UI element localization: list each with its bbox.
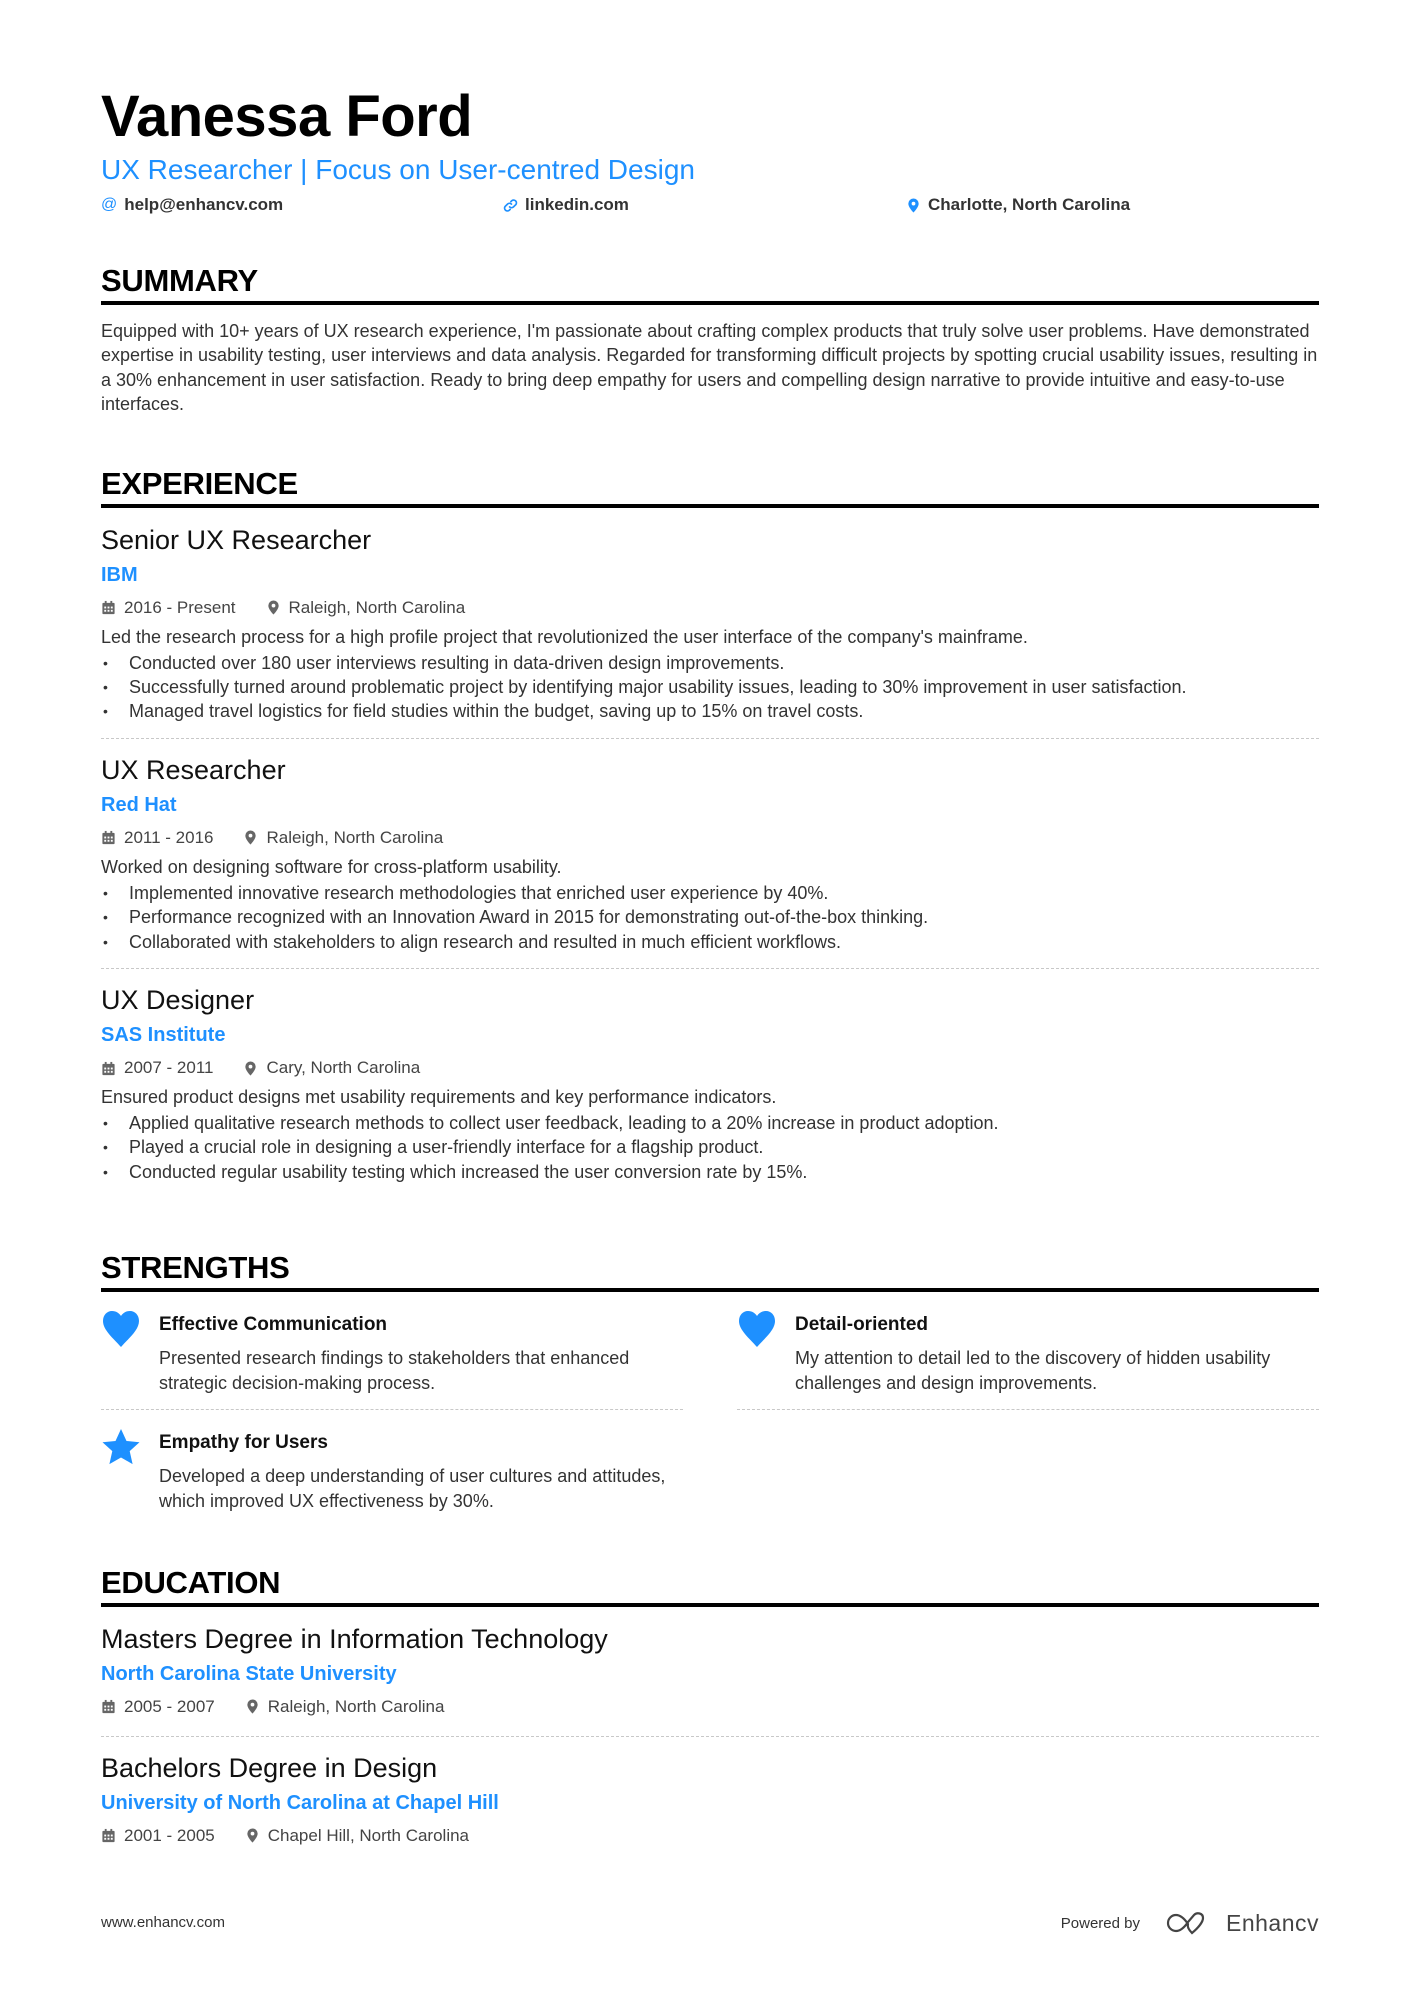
strength-desc: My attention to detail led to the discovery of hidden usability challenges and design improvements. <box>795 1348 1271 1393</box>
degree: Bachelors Degree in Design <box>101 1752 438 1783</box>
strength-title: Effective Communication <box>159 1314 388 1336</box>
strength-item <box>101 1310 683 1410</box>
job-location: Raleigh, North Carolina <box>266 827 444 847</box>
job-location: Cary, North Carolina <box>266 1058 421 1078</box>
degree: Masters Degree in Information Technology <box>101 1623 608 1654</box>
education-location: Raleigh, North Carolina <box>267 1696 445 1716</box>
footer <box>101 1910 1319 1940</box>
job-dates: 2016 - Present <box>124 597 236 617</box>
experience-heading: EXPERIENCE <box>101 464 1319 508</box>
location-text: Charlotte, North Carolina <box>928 195 1131 214</box>
candidate-name: Vanessa Ford <box>101 84 473 149</box>
bullet: • Managed travel logistics for field studies within the budget, saving up to 15% on travel costs. <box>101 699 1319 723</box>
strengths-heading: STRENGTHS <box>101 1248 1319 1292</box>
star-icon <box>101 1428 141 1466</box>
job-description: Worked on designing software for cross-platform usability. <box>101 856 562 877</box>
summary-text: Equipped with 10+ years of UX research experience, I'm passionate about crafting complex products that truly solve user problems. Have demonstrated expertise in usability testing, user interviews and data analysis. Regarded for transforming difficult projects by spotting crucial usability issues, resulting in a 30% enhancement in user satisfaction. Ready to bring deep empathy for users and compelling design narrative to provide intuitive and easy-to-use interfaces. <box>101 321 1318 415</box>
heart-icon <box>737 1310 777 1348</box>
job-bullets <box>101 881 1319 954</box>
location-pin-icon <box>266 600 281 615</box>
experience-entry <box>101 508 1319 739</box>
bullet: • Collaborated with stakeholders to align research and resulted in much efficient workflows. <box>101 930 1319 954</box>
summary-heading: SUMMARY <box>101 261 1319 305</box>
experience-list <box>101 508 1319 1199</box>
link-text: linkedin.com <box>525 195 629 214</box>
school-name: University of North Carolina at Chapel Hill <box>101 1791 499 1814</box>
candidate-title: UX Researcher | Focus on User-centred Design <box>101 154 695 185</box>
job-meta <box>101 1053 1319 1083</box>
company-name: IBM <box>101 563 138 586</box>
calendar-icon <box>101 830 116 845</box>
job-description: Led the research process for a high profile project that revolutionized the user interface of the company's mainframe. <box>101 626 1028 647</box>
job-bullets <box>101 651 1319 724</box>
location-pin-icon <box>245 1699 260 1714</box>
location-pin-icon <box>243 1061 258 1076</box>
powered-by <box>1061 1910 1319 1937</box>
contact-bar <box>101 192 1319 218</box>
job-title: UX Researcher <box>101 754 286 785</box>
location-pin-icon <box>906 198 921 213</box>
strengths-grid <box>101 1310 1319 1527</box>
contact-link[interactable] <box>503 192 629 218</box>
calendar-icon <box>101 1061 116 1076</box>
job-location: Raleigh, North Carolina <box>288 597 466 617</box>
location-pin-icon <box>245 1828 260 1843</box>
job-title: Senior UX Researcher <box>101 524 372 555</box>
strength-title: Detail-oriented <box>795 1314 929 1336</box>
strength-desc: Developed a deep understanding of user cultures and attitudes, which improved UX effectiveness by 30%. <box>159 1466 666 1511</box>
education-location: Chapel Hill, North Carolina <box>267 1825 470 1845</box>
job-title: UX Designer <box>101 985 255 1016</box>
company-name: Red Hat <box>101 793 177 816</box>
calendar-icon <box>101 1699 116 1714</box>
brand-name: Enhancv <box>1225 1910 1319 1936</box>
strength-item <box>101 1428 683 1527</box>
education-dates: 2005 - 2007 <box>124 1696 215 1716</box>
education-entry <box>101 1737 1319 1865</box>
bullet: • Successfully turned around problematic project by identifying major usability issues, leading to 30% improvement in user satisfaction. <box>101 675 1319 699</box>
experience-entry <box>101 969 1319 1198</box>
enhancv-logo[interactable] <box>1166 1910 1319 1937</box>
bullet: • Conducted over 180 user interviews resulting in data-driven design improvements. <box>101 651 1319 675</box>
strength-desc: Presented research findings to stakeholders that enhanced strategic decision-making process. <box>159 1348 630 1393</box>
strength-title: Empathy for Users <box>159 1432 328 1454</box>
location-pin-icon <box>243 830 258 845</box>
footer-url[interactable]: www.enhancv.com <box>101 1914 225 1931</box>
job-meta <box>101 823 1319 853</box>
calendar-icon <box>101 1828 116 1843</box>
job-dates: 2007 - 2011 <box>124 1058 214 1078</box>
job-meta <box>101 593 1319 623</box>
link-icon <box>503 198 518 213</box>
education-dates: 2001 - 2005 <box>124 1825 215 1845</box>
bullet: • Played a crucial role in designing a user-friendly interface for a flagship product. <box>101 1135 1319 1159</box>
job-bullets <box>101 1111 1319 1184</box>
bullet: • Performance recognized with an Innovation Award in 2015 for demonstrating out-of-the-box thinking. <box>101 905 1319 929</box>
bullet: • Conducted regular usability testing which increased the user conversion rate by 15%. <box>101 1160 1319 1184</box>
education-list <box>101 1607 1319 1865</box>
contact-location <box>906 192 1130 218</box>
strength-item <box>737 1310 1319 1410</box>
school-name: North Carolina State University <box>101 1662 397 1685</box>
calendar-icon <box>101 600 116 615</box>
job-dates: 2011 - 2016 <box>124 827 214 847</box>
education-meta <box>101 1821 1319 1851</box>
education-meta <box>101 1692 1319 1722</box>
at-icon: @ <box>101 196 118 213</box>
job-description: Ensured product designs met usability requirements and key performance indicators. <box>101 1087 777 1108</box>
bullet: • Applied qualitative research methods to collect user feedback, leading to a 20% increase in product adoption. <box>101 1111 1319 1135</box>
powered-by-text: Powered by <box>1060 1915 1140 1932</box>
email-text: help@enhancv.com <box>124 195 284 214</box>
company-name: SAS Institute <box>101 1024 226 1047</box>
enhancv-logo-icon <box>1166 1911 1212 1937</box>
experience-entry <box>101 739 1319 969</box>
education-entry <box>101 1607 1319 1737</box>
education-heading: EDUCATION <box>101 1563 1319 1607</box>
heart-icon <box>101 1310 141 1348</box>
bullet: • Implemented innovative research methodologies that enriched user experience by 40%. <box>101 881 1319 905</box>
contact-email[interactable] <box>101 192 283 218</box>
